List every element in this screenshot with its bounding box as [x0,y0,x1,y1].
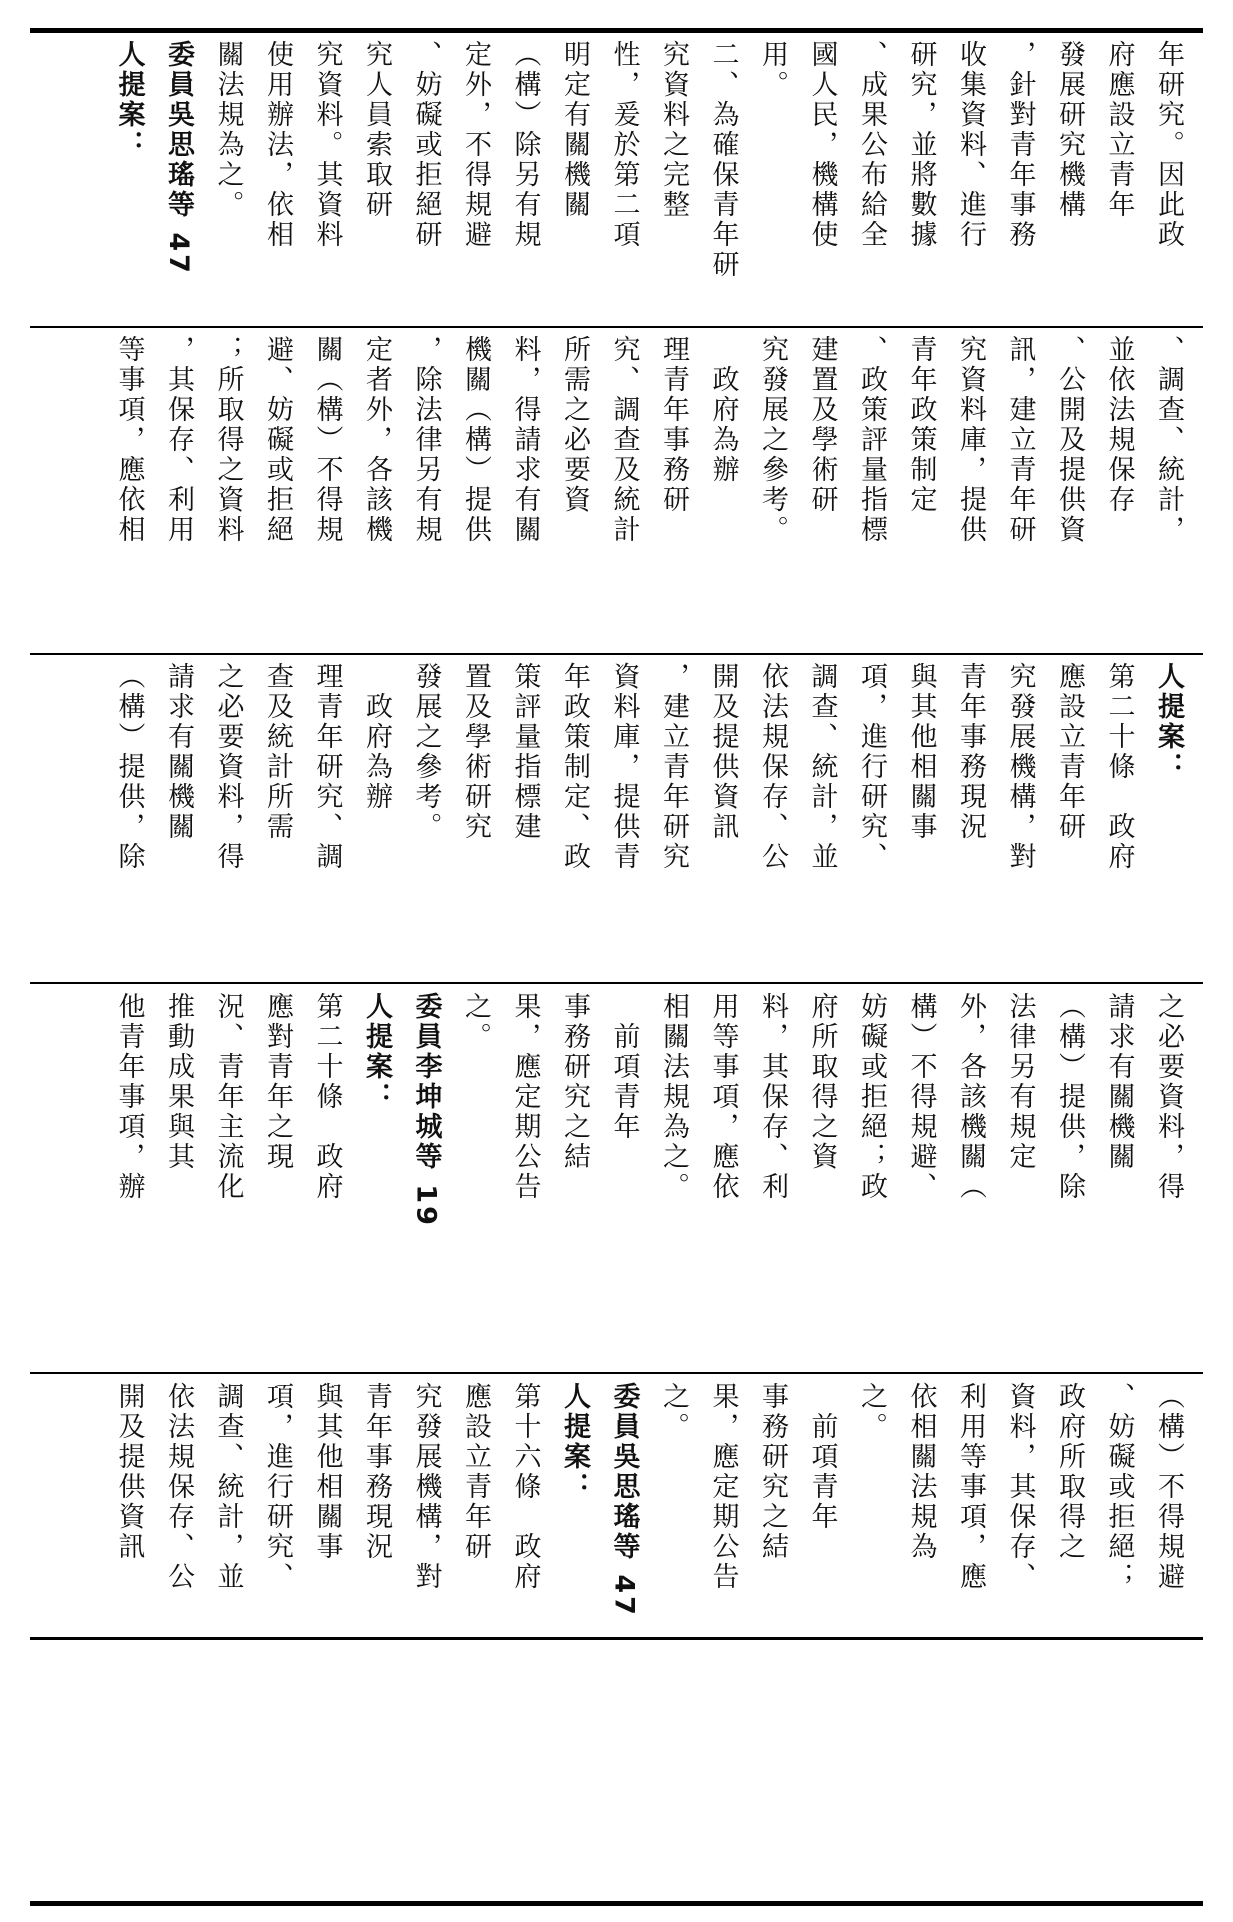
text-line: 發展研究機構 [1054,40,1085,220]
text-line: （構）除另有規 [509,40,541,250]
text-line: 國人民，機構使 [806,40,838,250]
text-line: 策評量指標建 [509,662,541,842]
text-line: 查及統計所需 [262,662,293,842]
text-line: 關（構）不得規 [311,335,343,545]
text-line: 事務研究之結 [757,1382,788,1562]
heading-line: 委員吳思瑤等 47 [163,40,194,276]
text-line: ，其保存、利用 [163,335,194,545]
text-line: 究資料庫，提供 [955,335,986,545]
text-line: 年研究。因此政 [1153,40,1184,250]
text-line: 之必要資料，得 [1153,992,1184,1202]
text-line: ，除法律另有規 [410,335,442,545]
text-line: 使用辦法，依相 [262,40,293,250]
text-line: （構）不得規避 [1153,1382,1184,1592]
text-line: 應設立青年研 [460,1382,491,1562]
text-line: 請求有關機關 [163,662,194,842]
bottom-rule [30,1901,1203,1906]
text-line: 府所取得之資 [806,992,838,1172]
text-line: 究、調查及統計 [608,335,640,545]
text-line: 妨礙或拒絕；政 [856,992,887,1202]
text-line: 開及提供資訊 [113,1382,145,1562]
text-line: 所需之必要資 [559,335,590,515]
row-divider-4 [30,1372,1203,1374]
text-line: 料，得請求有關 [509,335,541,545]
text-line: 理青年事務研 [658,335,689,515]
text-line: 應對青年之現 [262,992,293,1172]
text-line: 青年事務現況 [955,662,986,842]
text-line: 機關（構）提供 [460,335,491,545]
text-line: 究人員索取研 [361,40,392,220]
text-line: 年政策制定、政 [559,662,590,872]
text-line: 定者外，各該機 [361,335,392,545]
text-line: 前項青年 [608,992,640,1142]
text-line: 明定有關機關 [559,40,590,220]
text-line: 避、妨礙或拒絕 [262,335,293,545]
heading-line: 人提案： [559,1382,590,1502]
text-line: 況、青年主流化 [212,992,244,1202]
text-line: 開及提供資訊 [707,662,739,842]
text-line: 第二十條 政府 [311,992,343,1202]
text-line: 、成果公布給全 [856,40,887,250]
text-line: 與其他相關事 [311,1382,343,1562]
text-line: 、妨礙或拒絕； [1103,1382,1135,1592]
text-line: 資料庫，提供青 [608,662,640,872]
text-line: 青年事務現況 [361,1382,392,1562]
text-line: 依相關法規為 [905,1382,937,1562]
text-line: 究發展之參考。 [757,335,788,545]
text-line: 府應設立青年 [1103,40,1135,220]
text-line: ，建立青年研究 [658,662,689,872]
text-line: 果，應定期公告 [707,1382,739,1592]
text-line: 第二十條 政府 [1103,662,1135,872]
text-line: 究資料之完整 [658,40,689,220]
text-line: 之。 [856,1382,887,1442]
text-line: 請求有關機關 [1103,992,1135,1172]
text-line: ；所取得之資料 [212,335,244,545]
text-line: 調查、統計，並 [212,1382,244,1592]
text-line: 應設立青年研 [1054,662,1085,842]
text-line: 青年政策制定 [905,335,937,515]
text-line: 性，爰於第二項 [608,40,640,250]
heading-line: 人提案： [1153,662,1184,782]
text-line: 理青年研究、調 [311,662,343,872]
text-line: 法律另有規定 [1004,992,1036,1172]
text-line: 利用等事項，應 [955,1382,986,1592]
text-line: （構）提供，除 [113,662,145,872]
text-line: 第十六條 政府 [509,1382,541,1592]
text-line: 二、為確保青年研 [707,40,739,280]
text-line: 政府為辦 [707,335,739,485]
heading-line: 人提案： [113,40,145,160]
text-line: 究資料。其資料 [311,40,343,250]
text-line: 依法規保存、公 [757,662,788,872]
middle-rule [30,1637,1203,1640]
text-line: 、政策評量指標 [856,335,887,545]
text-line: 之必要資料，得 [212,662,244,872]
text-line: 定外，不得規避 [460,40,491,250]
text-line: 關法規為之。 [212,40,244,220]
text-line: 用等事項，應依 [707,992,739,1202]
heading-line: 委員吳思瑤等 47 [608,1382,640,1618]
text-line: 料，其保存、利 [757,992,788,1202]
text-line: 事務研究之結 [559,992,590,1172]
text-line: 果，應定期公告 [509,992,541,1202]
text-line: 發展之參考。 [410,662,442,842]
text-line: 之。 [658,1382,689,1442]
text-line: 項，進行研究、 [856,662,887,872]
text-line: 相關法規為之。 [658,992,689,1202]
text-line: 收集資料、進行 [955,40,986,250]
text-line: 依法規保存、公 [163,1382,194,1592]
text-line: 外，各該機關（ [955,992,986,1202]
heading-line: 委員李坤城等 19 [410,992,442,1228]
text-line: 研究，並將數據 [905,40,937,250]
text-line: 項，進行研究、 [262,1382,293,1592]
row-divider-3 [30,982,1203,984]
text-line: 訊，建立青年研 [1004,335,1036,545]
text-line: 調查、統計，並 [806,662,838,872]
text-line: ，針對青年事務 [1004,40,1036,250]
text-line: 推動成果與其 [163,992,194,1172]
text-line: 構）不得規避、 [905,992,937,1202]
text-line: 與其他相關事 [905,662,937,842]
text-line: 政府所取得之 [1054,1382,1085,1562]
text-line: 建置及學術研 [806,335,838,515]
text-line: 、妨礙或拒絕研 [410,40,442,250]
row-divider-2 [30,653,1203,655]
text-line: 並依法規保存 [1103,335,1135,515]
text-line: （構）提供，除 [1054,992,1085,1202]
text-line: 、調查、統計， [1153,335,1184,545]
text-line: 之。 [460,992,491,1052]
text-line: 他青年事項，辦 [113,992,145,1202]
text-line: 用。 [757,40,788,100]
text-line: 前項青年 [806,1382,838,1532]
text-line: 政府為辦 [361,662,392,812]
top-rule [30,28,1203,33]
text-line: 究發展機構，對 [410,1382,442,1592]
heading-line: 人提案： [361,992,392,1112]
text-line: 、公開及提供資 [1054,335,1085,545]
text-line: 究發展機構，對 [1004,662,1036,872]
text-line: 置及學術研究 [460,662,491,842]
text-line: 資料，其保存、 [1004,1382,1036,1592]
text-line: 等事項，應依相 [113,335,145,545]
